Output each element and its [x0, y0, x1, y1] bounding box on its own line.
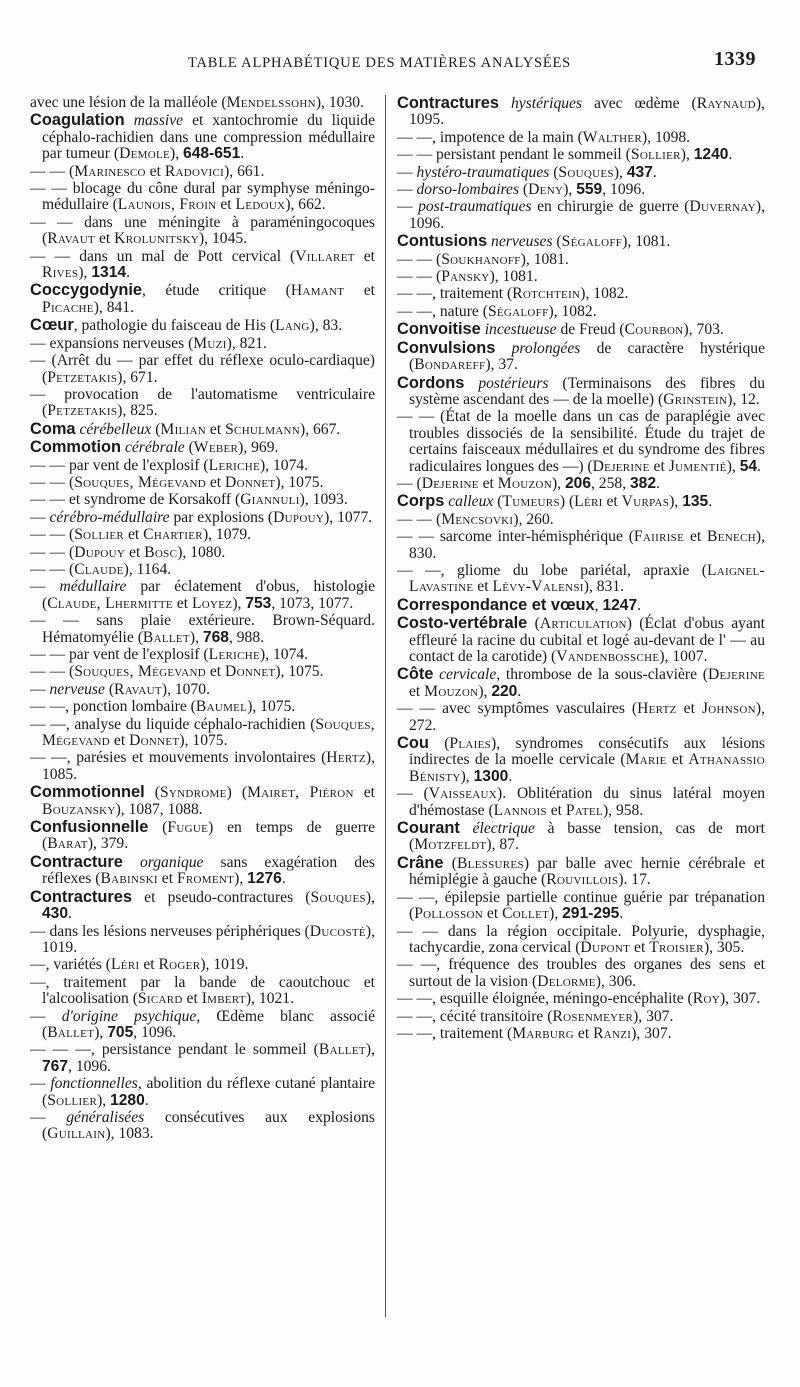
index-entry: — — (Marinesco et Radovici), 661. [30, 162, 265, 180]
index-entry: — — (Soukhanoff), 1081. [397, 250, 569, 268]
index-entry: — — (Sollier et Chartier), 1079. [30, 526, 252, 544]
index-entry: — —, esquille éloignée, méningo-encéphalite (Roy), 307. [397, 990, 761, 1008]
index-entry: — — (Claude), 1164. [30, 560, 172, 578]
page-number: 1339 [714, 48, 756, 70]
index-entry: — — (Dupouy et Bosc), 1080. [30, 543, 226, 561]
index-entry: — (Dejerine et Mouzon), 206, 258, 382. [397, 474, 660, 492]
index-entry: — —, fréquence des troubles des organes des sens et surtout de la vision (Delorme), 306. [397, 956, 765, 990]
index-entry: — expansions nerveuses (Muzi), 821. [30, 334, 267, 352]
index-entry: — (Arrêt du — par effet du réflexe oculo-cardiaque) (Petzetakis), 671. [30, 352, 375, 386]
index-entry: Crâne (Blessures) par balle avec hernie cérébrale et hémiplégie à gauche (Rouvillois). 17. [397, 853, 765, 889]
index-entry: Courant électrique à basse tension, cas de mort (Motzfeldt), 87. [397, 819, 765, 854]
index-entry: — généralisées consécutives aux explosions (Guillain), 1083. [30, 1108, 375, 1143]
index-entry: — — (Souques, Mégevand et Donnet), 1075. [30, 473, 324, 491]
index-column-left [30, 95, 375, 1144]
index-entry: — —, parésies et mouvements involontaires (Hertz), 1085. [30, 749, 375, 783]
index-entry: — — dans une méningite à paraméningocoques (Ravaut et Krolunitsky), 1045. [30, 213, 375, 248]
index-entry: —, traitement par la bande de caoutchouc et l'alcoolisation (Sicard et Imbert), 1021. [30, 973, 375, 1008]
index-entry: — (Vaisseaux). Oblitération du sinus latéral moyen d'hémostase (Lannois et Patel), 958. [397, 785, 765, 819]
index-entry: Costo-vertébrale (Articulation) (Éclat d'obus ayant effleuré la racine du cubital et logé au-devant de l' — au contact de la carotide) (Vandenbossche), 1007. [397, 614, 766, 665]
index-entry: — — —, persistance pendant le sommeil (Ballet), 767, 1096. [30, 1041, 375, 1075]
index-entry: — — et syndrome de Korsakoff (Giannuli), 1093. [30, 491, 348, 509]
index-entry: avec une lésion de la malléole (Mendelssohn), 1030. [30, 94, 364, 111]
index-entry: — dans les lésions nerveuses périphériques (Ducosté), 1019. [30, 922, 376, 956]
index-entry: — —, analyse du liquide céphalo-rachidien (Souques, Mégevand et Donnet), 1075. [30, 715, 375, 750]
column-divider [385, 95, 386, 1317]
index-entry: — — persistant pendant le sommeil (Sollier), 1240. [397, 146, 733, 164]
index-column-right [397, 95, 765, 1043]
index-entry: — — sans plaie extérieure. Brown-Séquard. Hématomyélie (Ballet), 768, 988. [30, 612, 375, 646]
index-entry: — — dans un mal de Pott cervical (Villaret et Rives), 1314. [30, 247, 376, 282]
index-entry: — —, cécité transitoire (Rosenmeyer), 307. [397, 1007, 674, 1025]
index-entry: Commotion cérébrale (Weber), 969. [30, 438, 279, 457]
running-title: TABLE ALPHABÉTIQUE DES MATIÈRES ANALYSÉES [188, 55, 572, 71]
index-entry: — —, ponction lombaire (Baumel), 1075. [30, 698, 296, 716]
index-entry: — — sarcome inter-hémisphérique (Faiirise et Benech), 830. [397, 528, 765, 562]
index-entry: — médullaire par éclatement d'obus, histologie (Claude, Lhermitte et Loyez), 753, 1073, 1077. [30, 578, 375, 612]
index-entry: — —, gliome du lobe pariétal, apraxie (Laignel-Lavastine et Lévy-Valensi), 831. [397, 561, 765, 596]
index-entry: —, variétés (Léri et Roger), 1019. [30, 956, 249, 974]
index-entry: Corps calleux (Tumeurs) (Léri et Vurpas), 135. [397, 492, 713, 511]
index-entry: — —, épilepsie partielle continue guérie par trépanation (Pollosson et Collet), 291-295. [397, 888, 765, 923]
index-entry: Contractures et pseudo-contractures (Souques), 430. [30, 887, 375, 923]
index-entry: Coccygodynie, étude critique (Hamant et Picache), 841. [30, 281, 376, 316]
index-entry: — dorso-lombaires (Deny), 559, 1096. [397, 181, 646, 199]
index-entry: Correspondance et vœux, 1247. [397, 595, 642, 614]
index-entry: — — (Souques, Mégevand et Donnet), 1075. [30, 663, 324, 681]
index-entry: — — par vent de l'explosif (Leriche), 1074. [30, 456, 309, 474]
index-entry: Confusionnelle (Fugue) en temps de guerre (Barat), 379. [30, 818, 376, 853]
index-entry: — — avec symptômes vasculaires (Hertz et Johnson), 272. [397, 700, 765, 734]
index-entry: — provocation de l'automatisme ventriculaire (Petzetakis), 825. [30, 385, 375, 420]
index-entry: Cœur, pathologie du faisceau de His (Lang), 83. [30, 316, 343, 335]
index-entry: — — (Mencsovki), 260. [397, 510, 554, 528]
index-entry: — —, traitement (Marburg et Ranzi), 307. [397, 1024, 672, 1042]
index-entry: — —, impotence de la main (Walther), 1098. [397, 128, 691, 146]
index-entry: — — (État de la moelle dans un cas de paraplégie avec troubles dissociés de la sensibilité. Étude du trajet de certains faisceaux médullaires et du syndrome des fibres radiculaires longues des —) (Dejerine et Jumentié), 54. [397, 408, 765, 475]
index-entry: — fonctionnelles, abolition du réflexe cutané plantaire (Sollier), 1280. [30, 1075, 375, 1109]
index-entry: Côte cervicale, thrombose de la sous-clavière (Dejerine et Mouzon), 220. [397, 665, 765, 700]
index-entry: Coagulation massive et xantochromie du liquide céphalo-rachidien dans une compression médullaire par tumeur (Demole), 648-651. [30, 111, 375, 163]
index-entry: Contractures hystériques avec œdème (Raynaud), 1095. [397, 94, 765, 129]
index-entry: — cérébro-médullaire par explosions (Dupouy), 1077. [30, 508, 373, 526]
index-entry: — — blocage du cône dural par symphyse méningo-médullaire (Launois, Froin et Ledoux), 662. [30, 180, 375, 214]
page-header [38, 50, 760, 80]
index-entry: Convoitise incestueuse de Freud (Courbon), 703. [397, 320, 724, 339]
index-entry: Commotionnel (Syndrome) (Mairet, Piéron et Bouzansky), 1087, 1088. [30, 783, 375, 818]
index-entry: Contracture organique sans exagération des réflexes (Babinski et Froment), 1276. [30, 852, 375, 888]
index-entry: — hystéro-traumatiques (Souques), 437. [397, 163, 657, 181]
index-entry: — nerveuse (Ravaut), 1070. [30, 680, 210, 698]
index-entry: Coma cérébelleux (Milian et Schulmann), 667. [30, 419, 341, 438]
index-entry: Convulsions prolongées de caractère hystérique (Bondareff), 37. [397, 338, 765, 374]
index-entry: — —, nature (Ségaloff), 1082. [397, 302, 597, 320]
index-entry: Contusions nerveuses (Ségaloff), 1081. [397, 232, 671, 251]
index-entry: — — par vent de l'explosif (Leriche), 1074. [30, 646, 309, 663]
index-entry: — —, traitement (Rotchtein), 1082. [397, 285, 629, 303]
index-entry: — d'origine psychique, Œdème blanc associé (Ballet), 705, 1096. [30, 1007, 375, 1041]
index-entry: Cordons postérieurs (Terminaisons des fibres du système ascendant des — de la moelle) (Grinstein), 12. [397, 373, 765, 408]
index-entry: — post-traumatiques en chirurgie de guerre (Duvernay), 1096. [397, 198, 765, 232]
index-entry: — — dans la région occipitale. Polyurie, dysphagie, tachycardie, zona cervical (Dupont et Troisier), 305. [397, 922, 765, 956]
index-entry: Cou (Plaies), syndromes consécutifs aux lésions indirectes de la moelle cervicale (Marie et Athanassio Bénisty), 1300. [397, 734, 766, 785]
index-entry: — — (Pansky), 1081. [397, 268, 538, 286]
